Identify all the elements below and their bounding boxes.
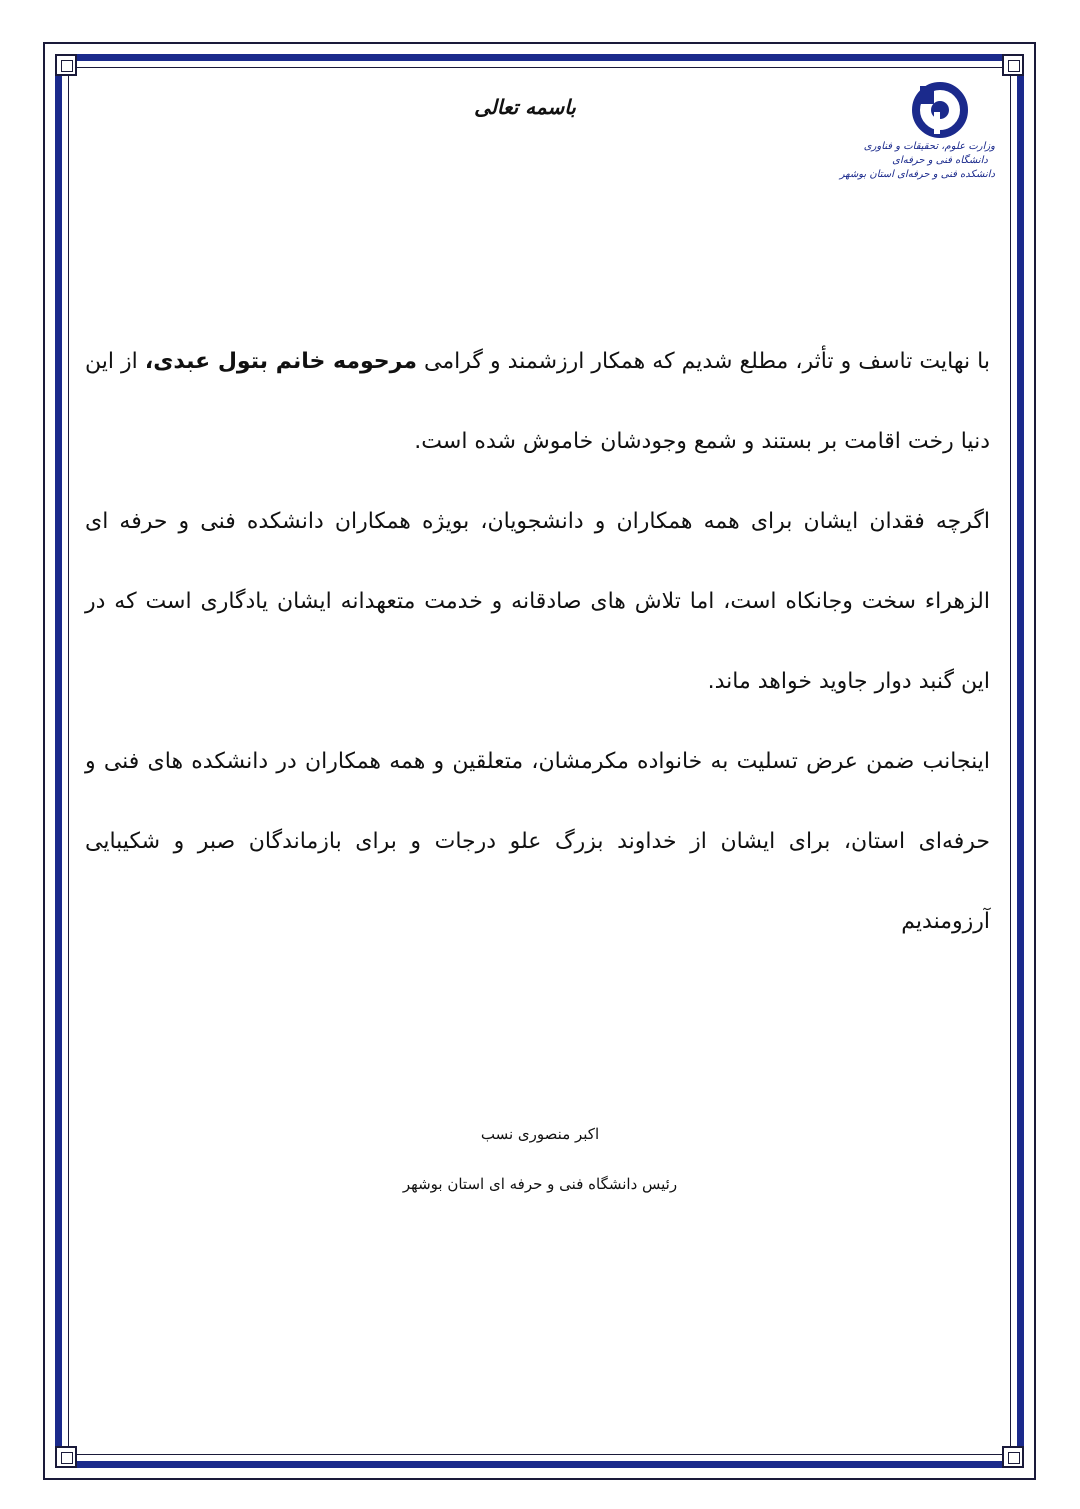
border-corner-bottom-left: [55, 1446, 77, 1468]
invocation-heading: باسمه تعالی: [474, 95, 576, 119]
paragraph-condolence: اینجانب ضمن عرض تسلیت به خانواده مکرمشان، متعلقین و همه همکاران در دانشکده های فنی و حرفه‌ای استان، برای ایشان از خداوند بزرگ علو درجات و برای بازماندگان صبر و شکیبایی آرزومندیم: [85, 749, 990, 934]
border-corner-bottom-right: [1002, 1446, 1024, 1468]
paragraph-announcement-end: از این دنیا رخت اقامت بر بستند و شمع وجودشان خاموش شده است.: [85, 349, 990, 454]
paragraph-announcement-start: با نهایت تاسف و تأثر، مطلع شدیم که همکار ارزشمند و گرامی: [416, 349, 990, 374]
logo-line-ministry: وزارت علوم، تحقیقات و فناوری: [863, 141, 995, 152]
letter-body: [85, 322, 990, 962]
university-logo-icon: [912, 82, 968, 138]
border-corner-top-right: [1002, 54, 1024, 76]
signature-block: [300, 1125, 780, 1193]
deceased-name: مرحومه خانم بتول عبدی،: [144, 349, 417, 374]
logo-line-faculty: دانشکده فنی و حرفه‌ای استان بوشهر: [839, 169, 995, 180]
signatory-title: رئیس دانشگاه فنی و حرفه ای استان بوشهر: [402, 1175, 678, 1193]
university-logo: [839, 82, 995, 202]
paragraph-tribute: اگرچه فقدان ایشان برای همه همکاران و دانشجویان، بویژه همکاران دانشکده فنی و حرفه ای الزهراء سخت وجانکاه است، اما تلاش های صادقانه و خدمت متعهدانه ایشان یادگاری است که در این گنبد دوار جاوید خواهد ماند.: [85, 509, 990, 694]
logo-line-university: دانشگاه فنی و حرفه‌ای: [892, 155, 988, 166]
border-corner-top-left: [55, 54, 77, 76]
paragraph-announcement: [85, 322, 990, 482]
signatory-name: اکبر منصوری نسب: [480, 1125, 600, 1143]
